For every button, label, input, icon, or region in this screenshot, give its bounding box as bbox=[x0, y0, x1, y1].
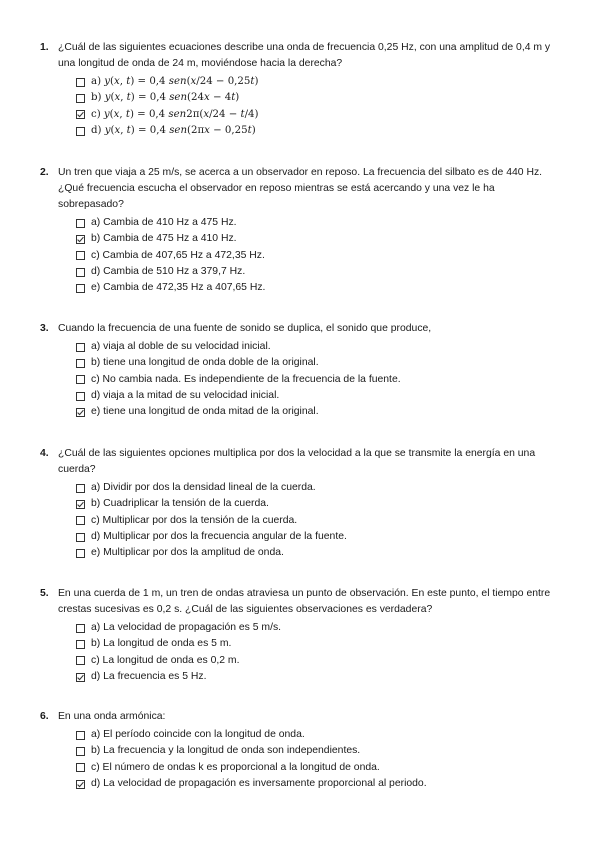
option-label: c) 𝑦(𝑥, 𝑡) = 0,4 𝑠𝑒𝑛2π(𝑥/24 − 𝑡/4) bbox=[91, 108, 259, 120]
options-list bbox=[76, 727, 560, 792]
question-3 bbox=[40, 321, 560, 420]
question-number: 5. bbox=[40, 588, 49, 599]
option[interactable] bbox=[76, 231, 560, 247]
option-label: a) La velocidad de propagación es 5 m/s. bbox=[91, 622, 282, 634]
checkbox-icon[interactable] bbox=[76, 533, 85, 542]
checkbox-icon[interactable] bbox=[76, 375, 85, 384]
option-label: a) Cambia de 410 Hz a 475 Hz. bbox=[91, 217, 237, 229]
checkbox-icon[interactable] bbox=[76, 763, 85, 772]
options-list bbox=[76, 215, 560, 296]
option[interactable] bbox=[76, 636, 560, 652]
options-list bbox=[76, 480, 560, 561]
checkbox-icon[interactable] bbox=[76, 284, 85, 293]
option[interactable] bbox=[76, 215, 560, 231]
option[interactable] bbox=[76, 90, 560, 106]
option[interactable] bbox=[76, 653, 560, 669]
option-label: c) Multiplicar por dos la tensión de la cuerda. bbox=[91, 514, 298, 526]
checkbox-icon[interactable] bbox=[76, 408, 85, 417]
option-label: e) tiene una longitud de onda mitad de la original. bbox=[91, 406, 319, 418]
option[interactable] bbox=[76, 760, 560, 776]
option-label: d) 𝑦(𝑥, 𝑡) = 0,4 𝑠𝑒𝑛(2π𝑥 − 0,25𝑡) bbox=[91, 125, 256, 137]
question-2 bbox=[40, 165, 560, 296]
question-number: 1. bbox=[40, 42, 49, 53]
option-label: b) Cambia de 475 Hz a 410 Hz. bbox=[91, 233, 237, 245]
question-text: ¿Cuál de las siguientes opciones multiplica por dos la velocidad a la que se transmite la energía en una cuerda? bbox=[58, 448, 536, 475]
question-text: En una onda armónica: bbox=[58, 711, 166, 722]
option[interactable] bbox=[76, 107, 560, 123]
checkbox-icon[interactable] bbox=[76, 673, 85, 682]
option[interactable] bbox=[76, 404, 560, 420]
question-number: 6. bbox=[40, 711, 49, 722]
option[interactable] bbox=[76, 743, 560, 759]
option-label: b) tiene una longitud de onda doble de la original. bbox=[91, 357, 319, 369]
option[interactable] bbox=[76, 264, 560, 280]
question-text: ¿Cuál de las siguientes ecuaciones describe una onda de frecuencia 0,25 Hz, con una amplitud de 0,4 m y una longitud de onda de 24 m, moviéndose hacia la derecha? bbox=[58, 42, 551, 69]
option-label: e) Cambia de 472,35 Hz a 407,65 Hz. bbox=[91, 282, 266, 294]
option[interactable] bbox=[76, 529, 560, 545]
option-label: d) Multiplicar por dos la frecuencia angular de la fuente. bbox=[91, 531, 347, 543]
option-label: a) El período coincide con la longitud de onda. bbox=[91, 729, 305, 741]
options-list bbox=[76, 339, 560, 420]
checkbox-icon[interactable] bbox=[76, 640, 85, 649]
option-label: a) 𝑦(𝑥, 𝑡) = 0,4 𝑠𝑒𝑛(𝑥/24 − 0,25𝑡) bbox=[91, 76, 259, 88]
option-label: c) No cambia nada. Es independiente de la frecuencia de la fuente. bbox=[91, 373, 401, 385]
checkbox-icon[interactable] bbox=[76, 500, 85, 509]
checkbox-icon[interactable] bbox=[76, 747, 85, 756]
question-4 bbox=[40, 446, 560, 561]
question-6 bbox=[40, 709, 560, 792]
checkbox-icon[interactable] bbox=[76, 359, 85, 368]
question-number: 4. bbox=[40, 448, 49, 459]
option[interactable] bbox=[76, 496, 560, 512]
option-label: c) Cambia de 407,65 Hz a 472,35 Hz. bbox=[91, 249, 265, 261]
options-list bbox=[76, 620, 560, 685]
option-label: b) 𝑦(𝑥, 𝑡) = 0,4 𝑠𝑒𝑛(24𝑥 − 4𝑡) bbox=[91, 92, 240, 104]
question-number: 3. bbox=[40, 323, 49, 334]
checkbox-icon[interactable] bbox=[76, 624, 85, 633]
checkbox-icon[interactable] bbox=[76, 251, 85, 260]
checkbox-icon[interactable] bbox=[76, 656, 85, 665]
options-list bbox=[76, 74, 560, 139]
option[interactable] bbox=[76, 355, 560, 371]
option-label: c) El número de ondas k es proporcional a la longitud de onda. bbox=[91, 761, 380, 773]
option-label: b) La frecuencia y la longitud de onda son independientes. bbox=[91, 745, 361, 757]
checkbox-icon[interactable] bbox=[76, 78, 85, 87]
checkbox-icon[interactable] bbox=[76, 268, 85, 277]
option-label: e) Multiplicar por dos la amplitud de onda. bbox=[91, 547, 284, 559]
option[interactable] bbox=[76, 280, 560, 296]
checkbox-icon[interactable] bbox=[76, 110, 85, 119]
checkbox-icon[interactable] bbox=[76, 484, 85, 493]
option-label: b) La longitud de onda es 5 m. bbox=[91, 638, 232, 650]
question-text: Cuando la frecuencia de una fuente de sonido se duplica, el sonido que produce, bbox=[58, 323, 432, 334]
option-label: d) Cambia de 510 Hz a 379,7 Hz. bbox=[91, 266, 246, 278]
option[interactable] bbox=[76, 339, 560, 355]
question-5 bbox=[40, 586, 560, 685]
option[interactable] bbox=[76, 74, 560, 90]
checkbox-icon[interactable] bbox=[76, 516, 85, 525]
checkbox-icon[interactable] bbox=[76, 549, 85, 558]
option[interactable] bbox=[76, 388, 560, 404]
option[interactable] bbox=[76, 545, 560, 561]
option[interactable] bbox=[76, 248, 560, 264]
checkbox-icon[interactable] bbox=[76, 343, 85, 352]
checkbox-icon[interactable] bbox=[76, 731, 85, 740]
question-number: 2. bbox=[40, 167, 49, 178]
checkbox-icon[interactable] bbox=[76, 94, 85, 103]
option[interactable] bbox=[76, 123, 560, 139]
option[interactable] bbox=[76, 480, 560, 496]
option[interactable] bbox=[76, 372, 560, 388]
option-label: d) La velocidad de propagación es inversamente proporcional al periodo. bbox=[91, 778, 427, 790]
checkbox-icon[interactable] bbox=[76, 127, 85, 136]
option-label: a) viaja al doble de su velocidad inicial. bbox=[91, 341, 271, 353]
checkbox-icon[interactable] bbox=[76, 392, 85, 401]
option[interactable] bbox=[76, 776, 560, 792]
option[interactable] bbox=[76, 727, 560, 743]
option[interactable] bbox=[76, 513, 560, 529]
option-label: b) Cuadriplicar la tensión de la cuerda. bbox=[91, 498, 269, 510]
option-label: c) La longitud de onda es 0,2 m. bbox=[91, 654, 240, 666]
question-text: En una cuerda de 1 m, un tren de ondas atraviesa un punto de observación. En este punto, el tiempo entre crestas sucesivas es 0,2 s. ¿Cuál de las siguientes observaciones es verdadera? bbox=[58, 588, 551, 615]
checkbox-icon[interactable] bbox=[76, 219, 85, 228]
question-1 bbox=[40, 40, 560, 139]
checkbox-icon[interactable] bbox=[76, 235, 85, 244]
option-label: a) Dividir por dos la densidad lineal de la cuerda. bbox=[91, 482, 316, 494]
option[interactable] bbox=[76, 669, 560, 685]
option-label: d) viaja a la mitad de su velocidad inicial. bbox=[91, 390, 280, 402]
checkbox-icon[interactable] bbox=[76, 780, 85, 789]
option-label: d) La frecuencia es 5 Hz. bbox=[91, 671, 207, 683]
option[interactable] bbox=[76, 620, 560, 636]
question-text: Un tren que viaja a 25 m/s, se acerca a un observador en reposo. La frecuencia del silbato es de 440 Hz. ¿Qué frecuencia escucha el observador en reposo mientras se está acercando y una vez le ha sobrepasado? bbox=[58, 167, 543, 210]
